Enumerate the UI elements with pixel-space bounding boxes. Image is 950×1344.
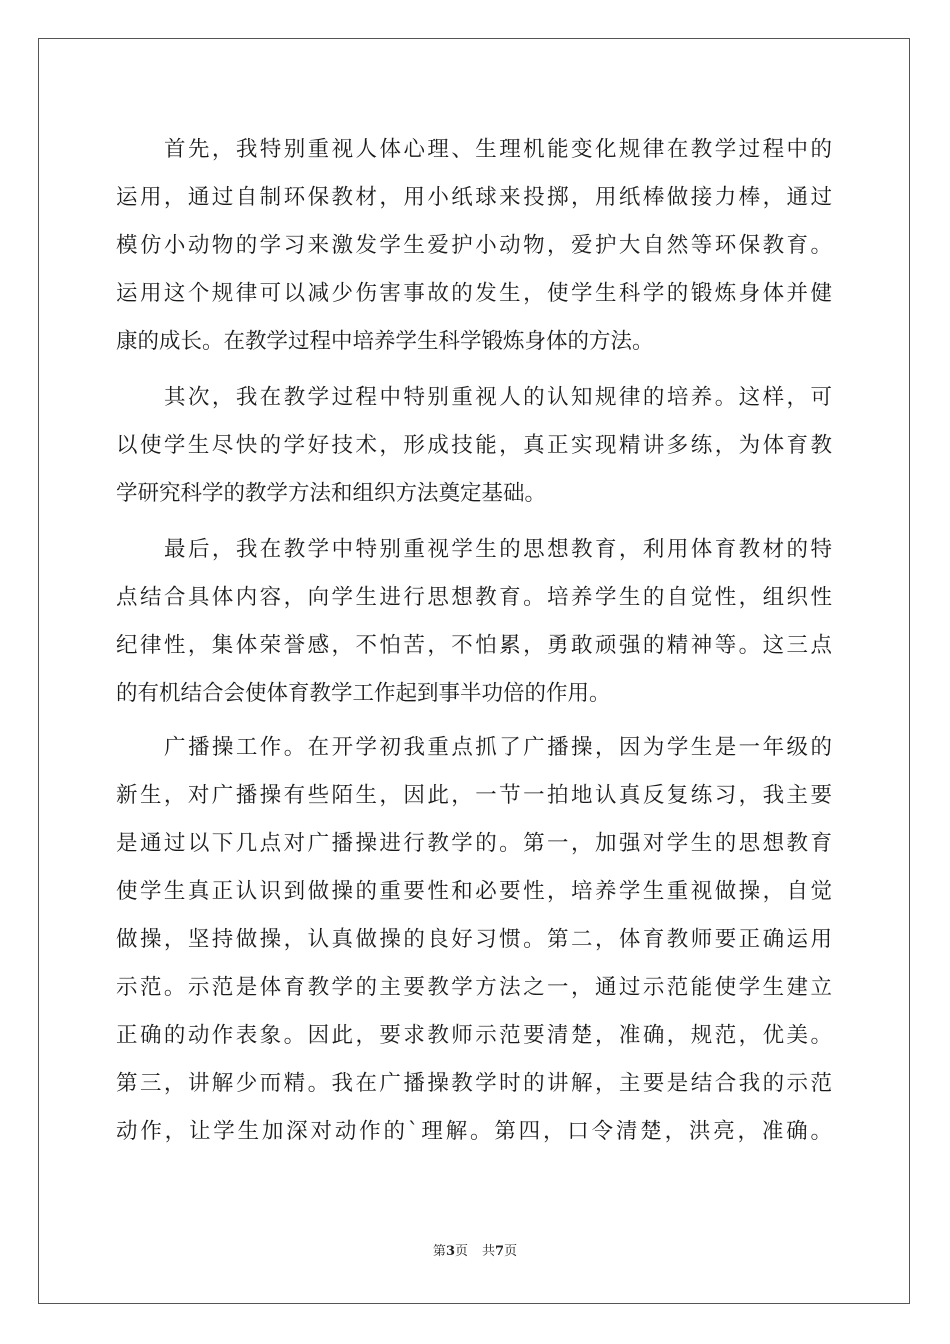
paragraph-3-line-3: 纪律性，集体荣誉感，不怕苦，不怕累，勇敢顽强的精神等。这三点 [116, 633, 832, 658]
total-page-count: 7 [495, 1244, 505, 1259]
paragraph-4-line-4: 使学生真正认识到做操的重要性和必要性，培养学生重视做操，自觉 [116, 879, 832, 904]
paragraph-4-line-8: 第三，讲解少而精。我在广播操教学时的讲解，主要是结合我的示范 [116, 1071, 832, 1096]
paragraph-3-line-2: 点结合具体内容，向学生进行思想教育。培养学生的自觉性，组织性 [116, 585, 832, 610]
total-suffix: 页 [504, 1244, 518, 1259]
paragraph-4-line-2: 新生，对广播操有些陌生，因此，一节一拍地认真反复练习，我主要 [116, 783, 832, 808]
paragraph-1-line-1: 首先，我特别重视人体心理、生理机能变化规律在教学过程中的 [164, 137, 832, 162]
page-prefix: 第 [432, 1244, 446, 1259]
paragraph-4-line-3: 是通过以下几点对广播操进行教学的。第一，加强对学生的思想教育 [116, 831, 832, 856]
current-page-number: 3 [445, 1244, 455, 1259]
paragraph-1-line-5: 康的成长。在教学过程中培养学生科学锻炼身体的方法。 [116, 329, 654, 354]
paragraph-2-line-3: 学研究科学的教学方法和组织方法奠定基础。 [116, 481, 547, 506]
paragraph-1-line-2: 运用，通过自制环保教材，用小纸球来投掷，用纸棒做接力棒，通过 [116, 185, 832, 210]
paragraph-1-line-3: 模仿小动物的学习来激发学生爱护小动物，爱护大自然等环保教育。 [116, 233, 832, 258]
page-suffix: 页 [454, 1244, 468, 1259]
paragraph-4-line-7: 正确的动作表象。因此，要求教师示范要清楚，准确，规范，优美。 [116, 1023, 832, 1048]
paragraph-2-line-2: 以使学生尽快的学好技术，形成技能，真正实现精讲多练，为体育教 [116, 433, 832, 458]
paragraph-4-line-1: 广播操工作。在开学初我重点抓了广播操，因为学生是一年级的 [164, 735, 832, 760]
total-prefix: 共 [482, 1244, 496, 1259]
paragraph-3-line-4: 的有机结合会使体育教学工作起到事半功倍的作用。 [116, 681, 611, 706]
paragraph-2-line-1: 其次，我在教学过程中特别重视人的认知规律的培养。这样，可 [164, 385, 832, 410]
paragraph-3-line-1: 最后，我在教学中特别重视学生的思想教育，利用体育教材的特 [164, 537, 832, 562]
paragraph-1-line-4: 运用这个规律可以减少伤害事故的发生，使学生科学的锻炼身体并健 [116, 281, 832, 306]
paragraph-4-line-5: 做操，坚持做操，认真做操的良好习惯。第二，体育教师要正确运用 [116, 927, 832, 952]
paragraph-4-line-6: 示范。示范是体育教学的主要教学方法之一，通过示范能使学生建立 [116, 975, 832, 1000]
paragraph-4-line-9: 动作，让学生加深对动作的`理解。第四，口令清楚，洪亮，准确。 [116, 1119, 832, 1144]
page-footer [0, 1240, 950, 1259]
